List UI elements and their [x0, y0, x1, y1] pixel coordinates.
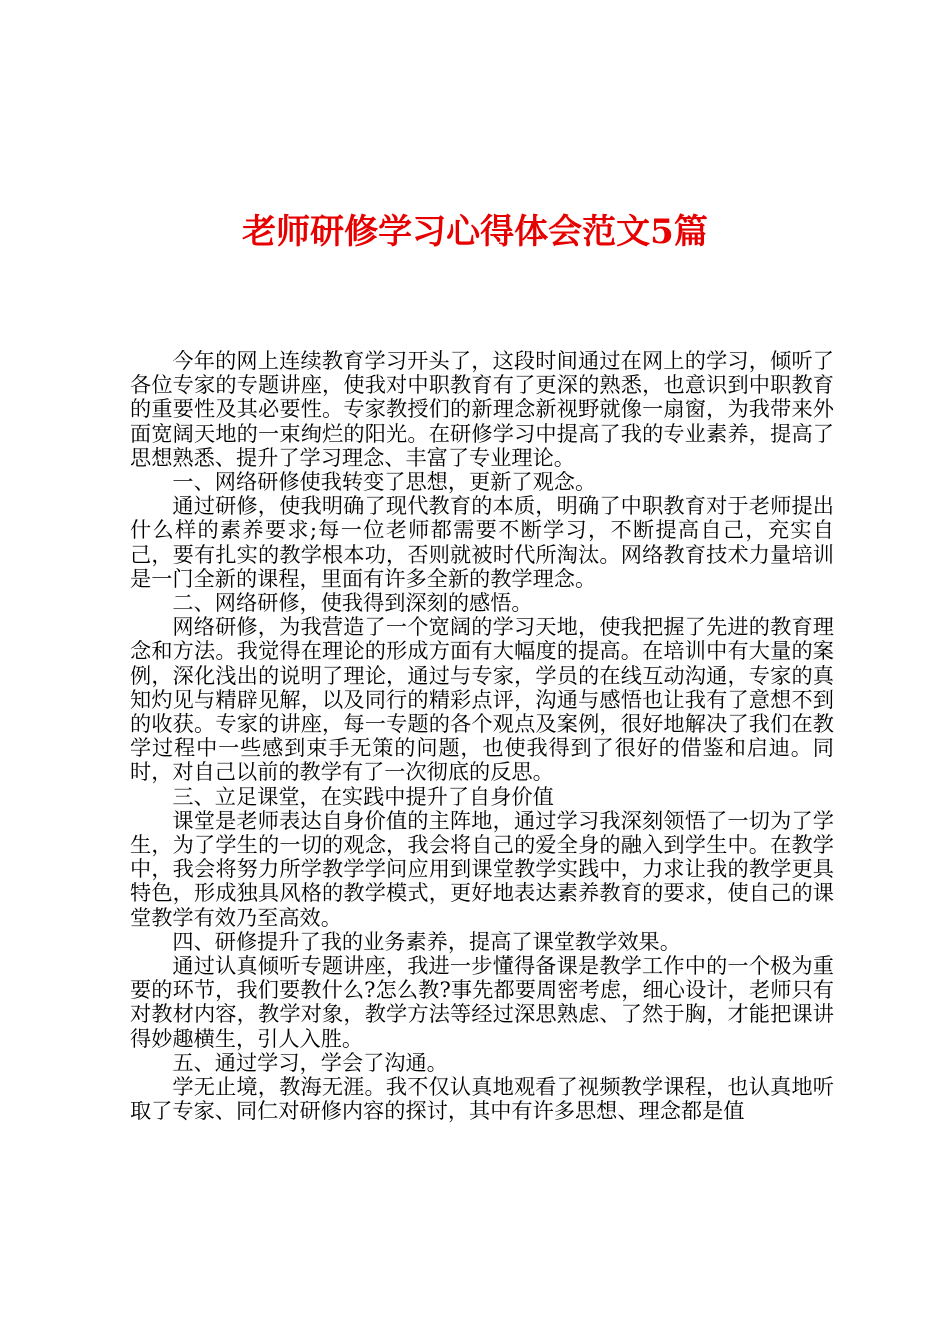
section-heading: 四、研修提升了我的业务素养，提高了课堂教学效果。 [172, 928, 681, 954]
body-paragraph: 学无止境，教海无涯。我不仅认真地观看了视频教学课程，也认真地听取了专家、同仁对研修内容的探讨，其中有许多思想、理念都是值 [130, 1074, 834, 1124]
body-paragraph: 通过认真倾听专题讲座，我进一步懂得备课是教学工作中的一个极为重要的环节，我们要教什么?怎么教?事先都要周密考虑，细心设计，老师只有对教材内容，教学对象，教学方法等经过深思熟虑、了然于胸，才能把课讲得妙趣横生，引人入胜。 [130, 953, 834, 1051]
section-heading: 三、立足课堂，在实践中提升了自身价值 [172, 783, 554, 809]
document-body [130, 349, 834, 1124]
body-paragraph: 通过研修，使我明确了现代教育的本质，明确了中职教育对于老师提出什么样的素养要求;每一位老师都需要不断学习，不断提高自己，充实自己，要有扎实的教学根本功，否则就被时代所淘汰。网络教育技术力量培训是一门全新的课程，里面有许多全新的教学理念。 [130, 493, 834, 591]
document-title: 老师研修学习心得体会范文5篇 [242, 212, 708, 252]
section-heading: 一、网络研修使我转变了思想，更新了观念。 [172, 469, 597, 495]
section-heading: 五、通过学习，学会了沟通。 [172, 1049, 448, 1075]
section-heading: 二、网络研修，使我得到深刻的感悟。 [172, 590, 533, 616]
body-paragraph: 今年的网上连续教育学习开头了，这段时间通过在网上的学习，倾听了各位专家的专题讲座，使我对中职教育有了更深的熟悉，也意识到中职教育的重要性及其必要性。专家教授们的新理念新视野就像一扇窗，为我带来外面宽阔天地的一束绚烂的阳光。在研修学习中提高了我的专业素养，提高了思想熟悉、提升了学习理念、丰富了专业理论。 [130, 348, 834, 470]
body-paragraph: 网络研修，为我营造了一个宽阔的学习天地，使我把握了先进的教育理念和方法。我觉得在理论的形成方面有大幅度的提高。在培训中有大量的案例，深化浅出的说明了理论，通过与专家，学员的在线互动沟通，专家的真知灼见与精辟见解，以及同行的精彩点评，沟通与感悟也让我有了意想不到的收获。专家的讲座，每一专题的各个观点及案例，很好地解决了我们在教学过程中一些感到束手无策的问题，也使我得到了很好的借鉴和启迪。同时，对自己以前的教学有了一次彻底的反思。 [130, 614, 834, 785]
body-paragraph: 课堂是老师表达自身价值的主阵地，通过学习我深刻领悟了一切为了学生，为了学生的一切的观念，我会将自己的爱全身的融入到学生中。在教学中，我会将努力所学教学学问应用到课堂教学实践中，力求让我的教学更具特色，形成独具风格的教学模式，更好地表达素养教育的要求，使自己的课堂教学有效乃至高效。 [130, 807, 834, 930]
